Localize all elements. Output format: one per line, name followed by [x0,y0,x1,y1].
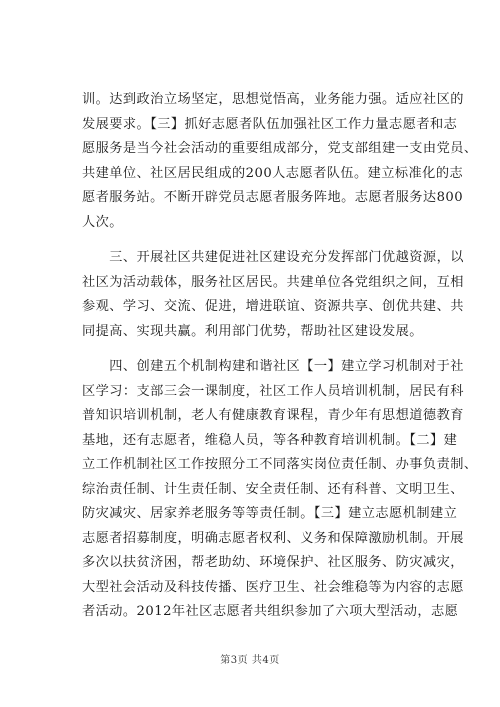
text-line: 社区为活动载体，服务社区居民。共建单位各党组织之间，互相 [82,274,464,290]
paragraph-spacer [82,344,434,355]
text-line: 共建单位、社区居民组成的200人志愿者队伍。建立标准化的志 [82,165,464,181]
paragraph-spacer [82,235,434,246]
paragraph [82,246,464,344]
text-line: 训。达到政治立场坚定，思想觉悟高，业务能力强。适应社区的 [82,92,464,107]
text-line: 者活动。2012年社区志愿者共组织参加了六项大型活动，志愿 [82,604,459,619]
text-line: 基地，还有志愿者，维稳人员，等各种教育培训机制。【二】建 [82,432,458,448]
text-line: 同提高、实现共赢。利用部门优势，帮助社区建设发展。 [82,323,423,339]
text-line: 发展要求。【三】抓好志愿者队伍加强社区工作力量志愿者和志 [82,116,458,132]
text-line: 区学习：支部三会一课制度，社区工作人员培训机制，居民有科 [82,383,464,399]
page-number-footer: 第3页 共4页 [220,655,280,666]
text-line: 防灾减灾、居家养老服务等等责任制。【三】建立志愿机制建立 [82,506,458,521]
paragraph [82,355,478,625]
paragraph [82,88,478,235]
text-line: 愿者服务站。不断开辟党员志愿者服务阵地。志愿者服务达800 [82,190,464,205]
text-line: 参观、学习、交流、促进，增进联谊、资源共享、创优共建、共 [82,299,464,314]
text-line: 人次。 [82,214,123,230]
text-line: 普知识培训机制，老人有健康教育课程，青少年有思想道德教育 [82,408,464,423]
document-body [82,88,478,625]
text-line: 综治责任制、计生责任制、安全责任制、还有科普、文明卫生、 [82,481,464,497]
text-line: 立工作机制社区工作按照分工不同落实岗位责任制、办事负责制、 [82,457,478,472]
text-line: 大型社会活动及科技传播、医疗卫生、社会维稳等为内容的志愿 [82,579,464,595]
text-line: 四、创建五个机制构建和谐社区【一】建立学习机制对于社 [82,359,464,374]
text-line: 愿服务是当今社会活动的重要组成部分，党支部组建一支由党员、 [82,141,478,156]
text-line: 多次以扶贫济困，帮老助幼、环境保护、社区服务、防灾减灾， [82,555,464,570]
text-line: 三、开展社区共建促进社区建设充分发挥部门优越资源，以 [82,250,464,265]
text-line: 志愿者招募制度，明确志愿者权利、义务和保障激励机制。开展 [82,530,464,546]
